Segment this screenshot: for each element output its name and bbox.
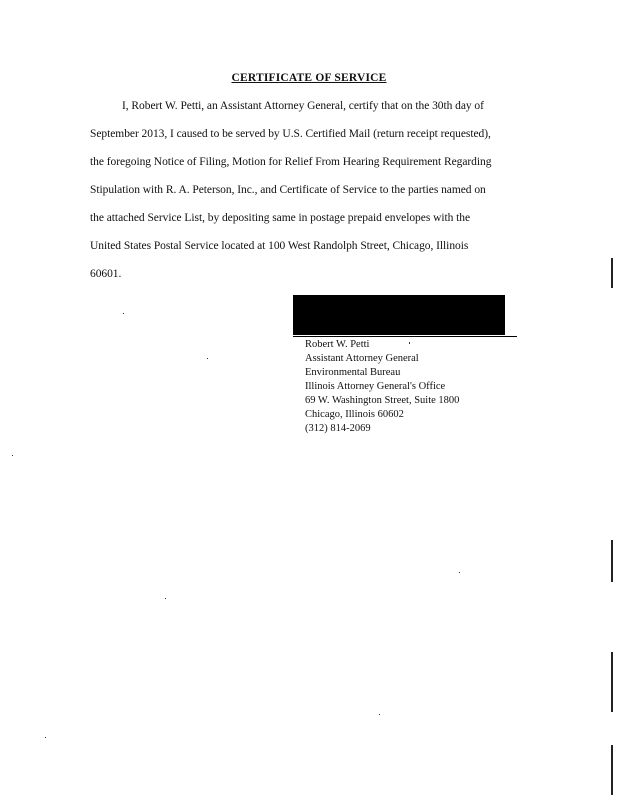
scan-speck xyxy=(165,598,166,599)
scan-edge-mark xyxy=(611,540,613,582)
scan-edge-mark xyxy=(611,745,613,795)
body-line: September 2013, I caused to be served by U.S. Certified Mail (return receipt requested), xyxy=(90,128,491,140)
body-line: I, Robert W. Petti, an Assistant Attorney General, certify that on the 30th day of xyxy=(122,100,484,112)
scan-speck xyxy=(409,342,410,344)
scan-speck xyxy=(459,572,460,573)
signer-title: Assistant Attorney General xyxy=(305,353,419,364)
signature-line xyxy=(293,336,517,337)
scan-edge-mark xyxy=(611,258,613,288)
scan-speck xyxy=(379,714,380,715)
scan-speck xyxy=(45,737,46,738)
document-title: CERTIFICATE OF SERVICE xyxy=(231,72,387,84)
signer-city: Chicago, Illinois 60602 xyxy=(305,409,404,420)
signature-redaction xyxy=(293,295,505,335)
body-line: United States Postal Service located at 100 West Randolph Street, Chicago, Illinois xyxy=(90,240,469,252)
body-line: Stipulation with R. A. Peterson, Inc., and Certificate of Service to the parties named on xyxy=(90,184,486,196)
body-line: 60601. xyxy=(90,268,122,280)
scan-speck xyxy=(123,313,124,314)
signer-phone: (312) 814-2069 xyxy=(305,423,371,434)
body-line: the attached Service List, by depositing same in postage prepaid envelopes with the xyxy=(90,212,471,224)
body-line: the foregoing Notice of Filing, Motion for Relief From Hearing Requirement Regarding xyxy=(90,156,492,168)
signer-office: Illinois Attorney General's Office xyxy=(305,381,446,392)
scan-speck xyxy=(207,358,208,359)
signer-street: 69 W. Washington Street, Suite 1800 xyxy=(305,395,460,406)
scan-edge-mark xyxy=(611,652,613,712)
signer-name: Robert W. Petti xyxy=(305,339,370,350)
signer-bureau: Environmental Bureau xyxy=(305,367,401,378)
scan-speck xyxy=(12,455,13,456)
signature-block xyxy=(305,338,459,436)
